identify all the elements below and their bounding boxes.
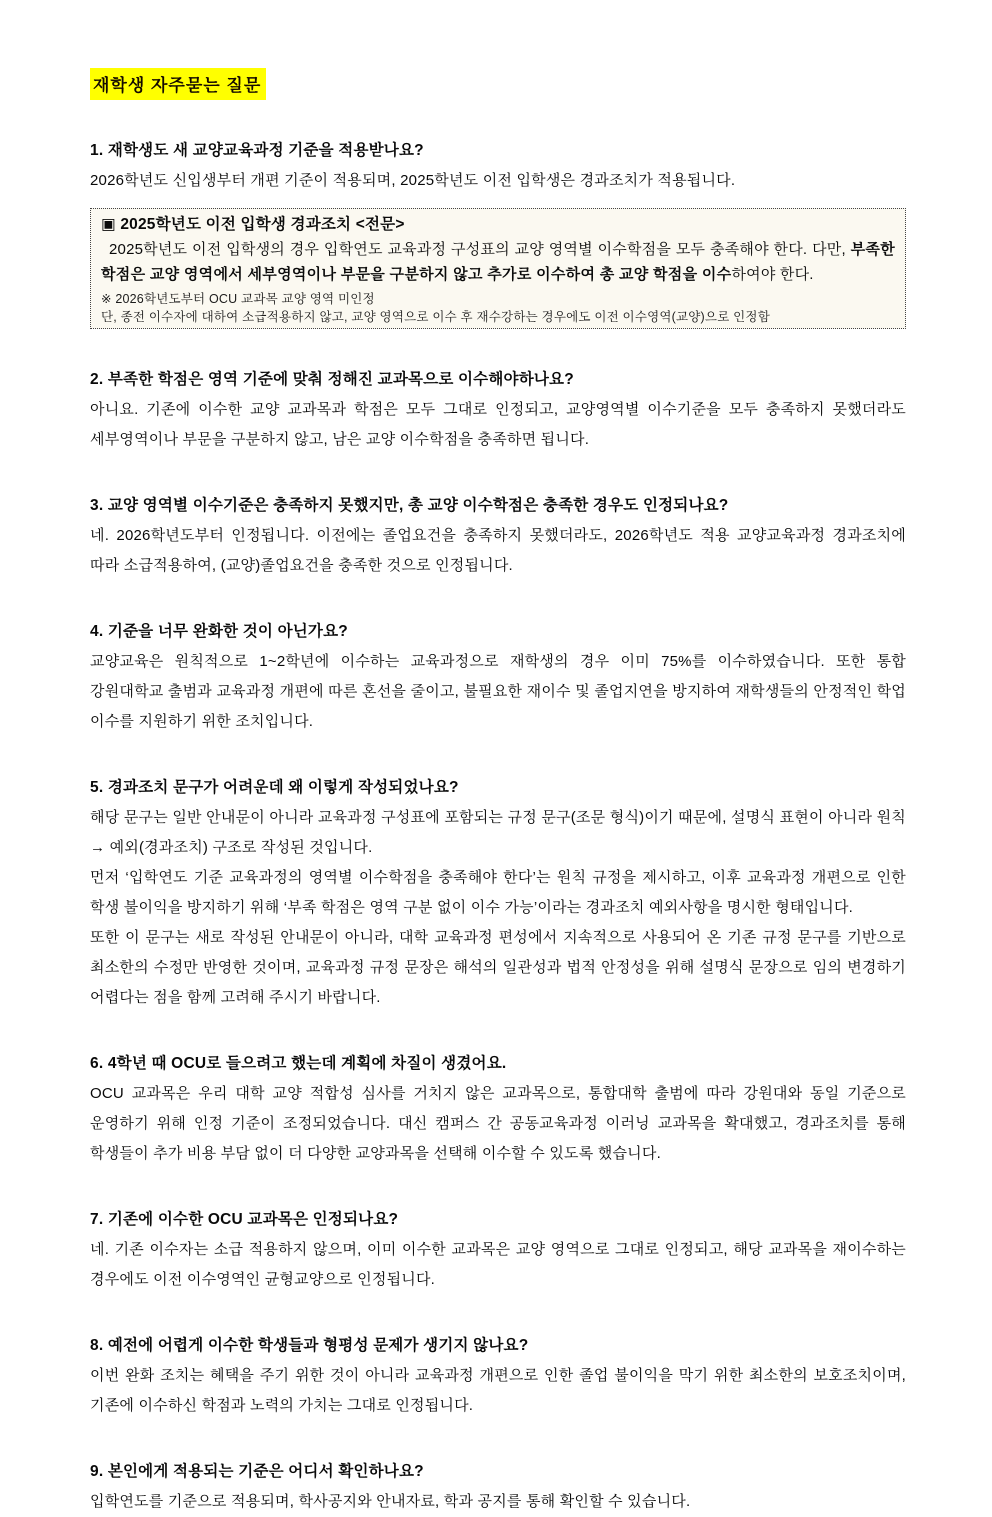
notice-note-1: ※ 2026학년도부터 OCU 교과목 교양 영역 미인정 [101, 292, 375, 306]
faq-answer: 입학연도를 기준으로 적용되며, 학사공지와 안내자료, 학과 공지를 통해 확인할 수 있습니다. [90, 1493, 691, 1510]
faq-item-4 [90, 617, 906, 737]
faq-item-5 [90, 773, 906, 1013]
faq-question: 7. 기존에 이수한 OCU 교과목은 인정되나요? [90, 1211, 399, 1228]
notice-note-2: 단, 종전 이수자에 대하여 소급적용하지 않고, 교양 영역으로 이수 후 재수강하는 경우에도 이전 이수영역(교양)으로 인정함 [101, 310, 770, 324]
faq-answer: OCU 교과목은 우리 대학 교양 적합성 심사를 거치지 않은 교과목으로, 통합대학 출범에 따라 강원대와 동일 기준으로 운영하기 위해 인정 기준이 조정되었습니다. 대신 캠퍼스 간 공동교육과정 이러닝 교과목을 확대했고, 경과조치를 통해 학생들이 추가 비용 부담 없이 더 다양한 교양과목을 선택해 이수할 수 있도록 했습니다. [90, 1085, 906, 1162]
faq-item-7 [90, 1205, 906, 1295]
faq-question: 6. 4학년 때 OCU로 들으려고 했는데 계획에 차질이 생겼어요. [90, 1055, 507, 1072]
faq-item-1 [90, 136, 906, 196]
notice-box-heading: ▣ 2025학년도 이전 입학생 경과조치 <전문> [101, 216, 405, 233]
faq-question: 3. 교양 영역별 이수기준은 충족하지 못했지만, 총 교양 이수학점은 충족한 경우도 인정되나요? [90, 497, 729, 514]
faq-answer: 먼저 ‘입학연도 기준 교육과정의 영역별 이수학점을 충족해야 한다’는 원칙 규정을 제시하고, 이후 교육과정 개편으로 인한 학생 불이익을 방지하기 위해 ‘부족 학점은 영역 구분 없이 이수 가능’이라는 경과조치 예외사항을 명시한 형태입니다. [90, 869, 906, 916]
faq-item-8 [90, 1331, 906, 1421]
faq-item-3 [90, 491, 906, 581]
notice-box-body [101, 237, 895, 287]
faq-question: 9. 본인에게 적용되는 기준은 어디서 확인하나요? [90, 1463, 424, 1480]
faq-item-9 [90, 1457, 906, 1517]
faq-item-6 [90, 1049, 906, 1169]
faq-answer: 또한 이 문구는 새로 작성된 안내문이 아니라, 대학 교육과정 편성에서 지속적으로 사용되어 온 기존 규정 문구를 기반으로 최소한의 수정만 반영한 것이며, 교육과정 규정 문장은 해석의 일관성과 법적 안정성을 위해 설명식 문장으로 임의 변경하기 어렵다는 점을 함께 고려해 주시기 바랍니다. [90, 929, 906, 1006]
document-page [90, 68, 906, 1517]
faq-question: 5. 경과조치 문구가 어려운데 왜 이렇게 작성되었나요? [90, 779, 459, 796]
notice-body-bold: 부족한 학점은 교양 영역에서 세부영역이나 부문을 구분하지 않고 추가로 이수하여 총 교양 학점을 이수 [101, 241, 895, 283]
faq-answer: 네. 2026학년도부터 인정됩니다. 이전에는 졸업요건을 충족하지 못했더라도, 2026학년도 적용 교양교육과정 경과조치에 따라 소급적용하여, (교양)졸업요건을 충족한 것으로 인정됩니다. [90, 527, 906, 574]
faq-question: 1. 재학생도 새 교양교육과정 기준을 적용받나요? [90, 142, 424, 159]
faq-answer: 네. 기존 이수자는 소급 적용하지 않으며, 이미 이수한 교과목은 교양 영역으로 그대로 인정되고, 해당 교과목을 재이수하는 경우에도 이전 이수영역인 균형교양으로 인정됩니다. [90, 1241, 906, 1288]
notice-box [90, 208, 906, 329]
faq-question: 8. 예전에 어렵게 이수한 학생들과 형평성 문제가 생기지 않나요? [90, 1337, 529, 1354]
faq-list [90, 365, 906, 1517]
faq-answer: 아니요. 기존에 이수한 교양 교과목과 학점은 모두 그대로 인정되고, 교양영역별 이수기준을 모두 충족하지 못했더라도 세부영역이나 부문을 구분하지 않고, 남은 교양 이수학점을 충족하면 됩니다. [90, 401, 906, 448]
faq-question: 4. 기준을 너무 완화한 것이 아닌가요? [90, 623, 348, 640]
faq-answer: 교양교육은 원칙적으로 1~2학년에 이수하는 교육과정으로 재학생의 경우 이미 75%를 이수하였습니다. 또한 통합 강원대학교 출범과 교육과정 개편에 따른 혼선을 줄이고, 불필요한 재이수 및 졸업지연을 방지하여 재학생들의 안정적인 학업 이수를 지원하기 위한 조치입니다. [90, 653, 906, 730]
faq-question: 2. 부족한 학점은 영역 기준에 맞춰 정해진 교과목으로 이수해야하나요? [90, 371, 574, 388]
faq-answer: 해당 문구는 일반 안내문이 아니라 교육과정 구성표에 포함되는 규정 문구(조문 형식)이기 때문에, 설명식 표현이 아니라 원칙 → 예외(경과조치) 구조로 작성된 것입니다. [90, 809, 906, 856]
notice-body-prefix: 2025학년도 이전 입학생의 경우 입학연도 교육과정 구성표의 교양 영역별 이수학점을 모두 충족해야 한다. 다만, [109, 241, 851, 258]
notice-body-suffix: 하여야 한다. [731, 266, 814, 283]
faq-answer: 이번 완화 조치는 혜택을 주기 위한 것이 아니라 교육과정 개편으로 인한 졸업 불이익을 막기 위한 최소한의 보호조치이며, 기존에 이수하신 학점과 노력의 가치는 그대로 인정됩니다. [90, 1367, 906, 1414]
faq-answer: 2026학년도 신입생부터 개편 기준이 적용되며, 2025학년도 이전 입학생은 경과조치가 적용됩니다. [90, 172, 736, 189]
faq-item-2 [90, 365, 906, 455]
page-title: 재학생 자주묻는 질문 [90, 68, 266, 100]
